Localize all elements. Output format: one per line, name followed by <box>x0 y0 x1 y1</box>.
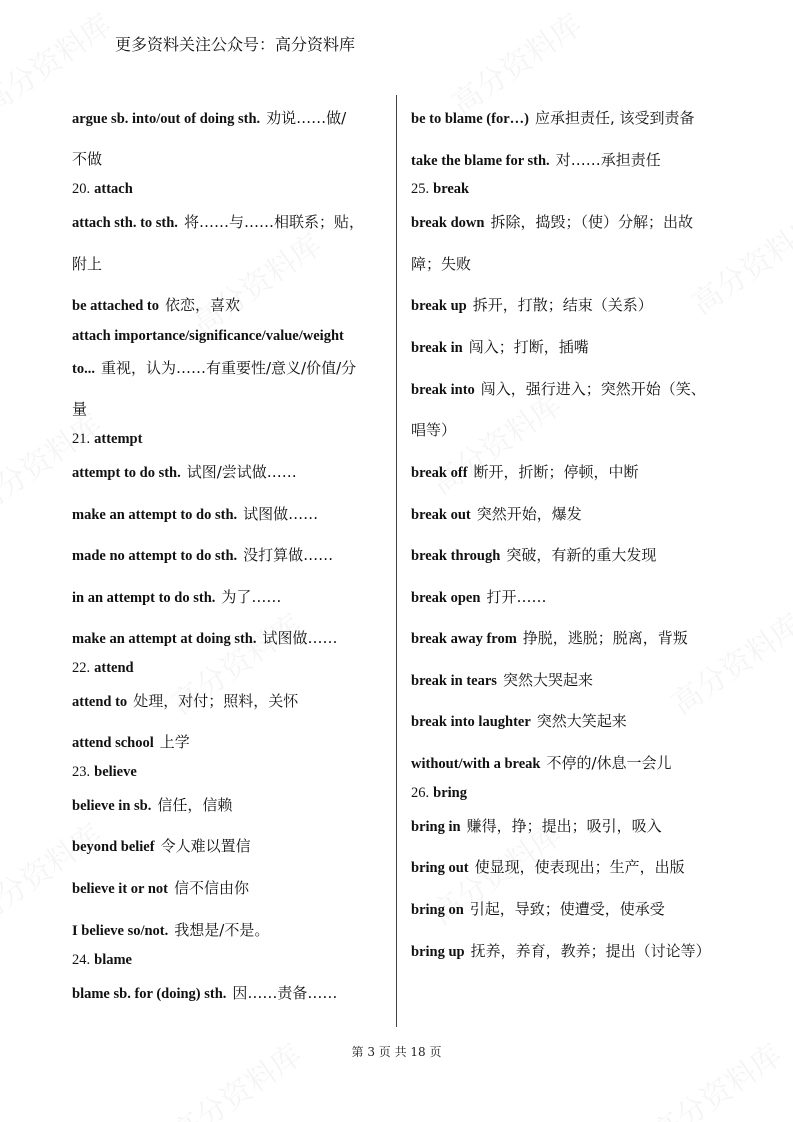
phrase-english: attempt <box>94 431 143 447</box>
phrase-chinese: 我想是/不是。 <box>174 921 270 939</box>
phrase-line <box>411 898 665 918</box>
phrase-line <box>411 211 693 231</box>
phrase-english: blame <box>94 952 132 968</box>
section-number: 24. <box>72 952 91 968</box>
watermark-text <box>681 201 793 323</box>
phrase-chinese: 引起，导致；使遭受，使承受 <box>469 900 665 918</box>
phrase-line <box>411 627 688 647</box>
phrase-line <box>72 731 190 751</box>
phrase-english: beyond belief <box>72 839 155 855</box>
section-number: 20. <box>72 181 91 197</box>
phrase-line <box>72 398 87 418</box>
phrase-line <box>411 294 653 314</box>
phrase-line <box>72 877 249 897</box>
section-number: 22. <box>72 660 91 676</box>
phrase-chinese: 没打算做…… <box>243 546 334 564</box>
phrase-line <box>411 710 627 730</box>
watermark-text <box>0 811 109 933</box>
phrase-chinese: 不做 <box>72 150 103 168</box>
phrase-english: attach sth. to sth. <box>72 215 178 231</box>
phrase-line <box>72 253 102 273</box>
phrase-chinese: 将……与……相联系；贴， <box>183 213 364 231</box>
phrase-english: attend <box>94 660 134 676</box>
phrase-line <box>411 107 695 127</box>
phrase-english: break into laughter <box>411 714 531 730</box>
phrase-line <box>411 378 706 398</box>
phrase-english: believe <box>94 764 137 780</box>
phrase-english: break in tears <box>411 673 497 689</box>
phrase-english: break <box>433 181 470 197</box>
phrase-chinese: 赚得，挣；提出；吸引，吸入 <box>466 817 662 835</box>
phrase-english: attend school <box>72 735 154 751</box>
phrase-english: in an attempt to do sth. <box>72 590 216 606</box>
phrase-chinese: 试图/尝试做…… <box>186 463 297 481</box>
phrase-line <box>411 336 589 356</box>
phrase-chinese: 为了…… <box>221 588 282 606</box>
phrase-chinese: 依恋，喜欢 <box>165 296 241 314</box>
phrase-chinese: 突然开始，爆发 <box>476 505 582 523</box>
phrase-english: be attached to <box>72 298 159 314</box>
phrase-line <box>411 586 546 606</box>
phrase-english: bring <box>433 785 467 801</box>
phrase-english: I believe so/not. <box>72 923 169 939</box>
phrase-chinese: 抚养，养育，教养；提出（讨论等） <box>470 942 711 960</box>
phrase-line <box>411 544 656 564</box>
phrase-chinese: 信不信由你 <box>173 879 249 897</box>
phrase-english: break down <box>411 215 485 231</box>
phrase-english: attach importance/significance/value/weight <box>72 328 344 344</box>
phrase-line <box>411 815 662 835</box>
phrase-english: bring up <box>411 944 465 960</box>
phrase-english: break in <box>411 340 463 356</box>
watermark-text <box>0 1 119 123</box>
phrase-english: believe it or not <box>72 881 168 897</box>
phrase-line <box>72 503 318 523</box>
phrase-chinese: 闯入，强行进入；突然开始（笑、 <box>480 380 706 398</box>
phrase-line <box>411 149 661 169</box>
phrase-line <box>411 253 471 273</box>
phrase-line <box>411 461 639 481</box>
phrase-chinese: 挣脱，逃脱；脱离，背叛 <box>522 629 688 647</box>
phrase-english: make an attempt to do sth. <box>72 507 238 523</box>
section-heading <box>411 179 469 199</box>
section-number: 21. <box>72 431 91 447</box>
phrase-chinese: 试图做…… <box>262 629 338 647</box>
phrase-english: bring out <box>411 860 469 876</box>
phrase-english: bring in <box>411 819 461 835</box>
column-divider <box>396 95 397 1027</box>
phrase-line <box>72 794 232 814</box>
phrase-line <box>72 294 240 314</box>
phrase-line <box>72 357 356 377</box>
phrase-english: attempt to do sth. <box>72 465 181 481</box>
phrase-chinese: 附上 <box>72 255 103 273</box>
page-footer: 第 3 页 共 18 页 <box>351 1045 442 1059</box>
section-heading <box>72 950 132 970</box>
section-heading <box>72 658 134 678</box>
phrase-chinese: 试图做…… <box>243 505 319 523</box>
phrase-chinese: 应承担责任, 该受到责备 <box>534 109 695 127</box>
phrase-chinese: 劝说……做/ <box>266 109 347 127</box>
phrase-chinese: 突然大笑起来 <box>536 712 627 730</box>
phrase-line <box>72 982 337 1002</box>
section-heading <box>72 762 137 782</box>
phrase-line <box>411 856 685 876</box>
phrase-chinese: 突破，有新的重大发现 <box>506 546 657 564</box>
page-header: 更多资料关注公众号：高分资料库 <box>115 35 356 54</box>
phrase-line <box>72 326 344 346</box>
phrase-chinese: 信任，信赖 <box>157 796 233 814</box>
phrase-english: believe in sb. <box>72 798 152 814</box>
phrase-chinese: 量 <box>72 400 88 418</box>
phrase-english: break through <box>411 548 501 564</box>
phrase-chinese: 断开，折断；停顿，中断 <box>473 463 639 481</box>
phrase-line <box>72 627 338 647</box>
phrase-chinese: 处理，对付；照料，关怀 <box>133 692 299 710</box>
phrase-english: make an attempt at doing sth. <box>72 631 257 647</box>
phrase-chinese: 令人难以置信 <box>160 837 251 855</box>
phrase-english: break into <box>411 382 475 398</box>
watermark-text <box>661 601 793 723</box>
phrase-chinese: 障；失败 <box>411 255 472 273</box>
phrase-english: be to blame (for…) <box>411 111 529 127</box>
phrase-line <box>72 835 251 855</box>
phrase-chinese: 拆开，打散；结束（关系） <box>472 296 653 314</box>
phrase-english: attach <box>94 181 133 197</box>
phrase-line <box>72 461 297 481</box>
phrase-line <box>72 586 281 606</box>
phrase-line <box>72 919 269 939</box>
phrase-chinese: 使显现，使表现出；生产，出版 <box>474 858 685 876</box>
phrase-chinese: 重视，认为……有重要性/意义/价值/分 <box>100 359 357 377</box>
phrase-line <box>72 690 298 710</box>
phrase-chinese: 突然大哭起来 <box>502 671 593 689</box>
section-heading <box>411 783 467 803</box>
section-number: 26. <box>411 785 430 801</box>
phrase-line <box>411 419 456 439</box>
phrase-english: argue sb. into/out of doing sth. <box>72 111 261 127</box>
phrase-line <box>72 148 102 168</box>
phrase-chinese: 拆除，捣毁；（使）分解；出故 <box>490 213 693 231</box>
phrase-english: break away from <box>411 631 517 647</box>
phrase-english: to... <box>72 361 95 377</box>
watermark-text <box>441 1 589 123</box>
watermark-text <box>181 221 329 343</box>
phrase-chinese: 唱等） <box>411 421 457 439</box>
phrase-chinese: 因……责备…… <box>232 984 338 1002</box>
watermark-text <box>421 381 569 503</box>
phrase-english: bring on <box>411 902 464 918</box>
section-number: 25. <box>411 181 430 197</box>
phrase-english: without/with a break <box>411 756 541 772</box>
phrase-english: blame sb. for (doing) sth. <box>72 986 227 1002</box>
phrase-chinese: 对……承担责任 <box>555 151 661 169</box>
phrase-english: attend to <box>72 694 128 710</box>
phrase-chinese: 上学 <box>159 733 190 751</box>
phrase-english: break off <box>411 465 468 481</box>
phrase-english: take the blame for sth. <box>411 153 550 169</box>
phrase-english: break up <box>411 298 467 314</box>
phrase-line <box>72 544 333 564</box>
phrase-line <box>411 669 593 689</box>
phrase-line <box>72 211 364 231</box>
phrase-english: break open <box>411 590 481 606</box>
phrase-line <box>411 503 582 523</box>
phrase-line <box>411 752 672 772</box>
section-heading <box>72 429 142 449</box>
phrase-line <box>411 940 711 960</box>
phrase-chinese: 闯入；打断，插嘴 <box>468 338 589 356</box>
phrase-line <box>72 107 346 127</box>
phrase-chinese: 不停的/休息一会儿 <box>546 754 672 772</box>
section-number: 23. <box>72 764 91 780</box>
phrase-chinese: 打开…… <box>486 588 547 606</box>
phrase-english: made no attempt to do sth. <box>72 548 238 564</box>
phrase-english: break out <box>411 507 471 523</box>
section-heading <box>72 179 133 199</box>
